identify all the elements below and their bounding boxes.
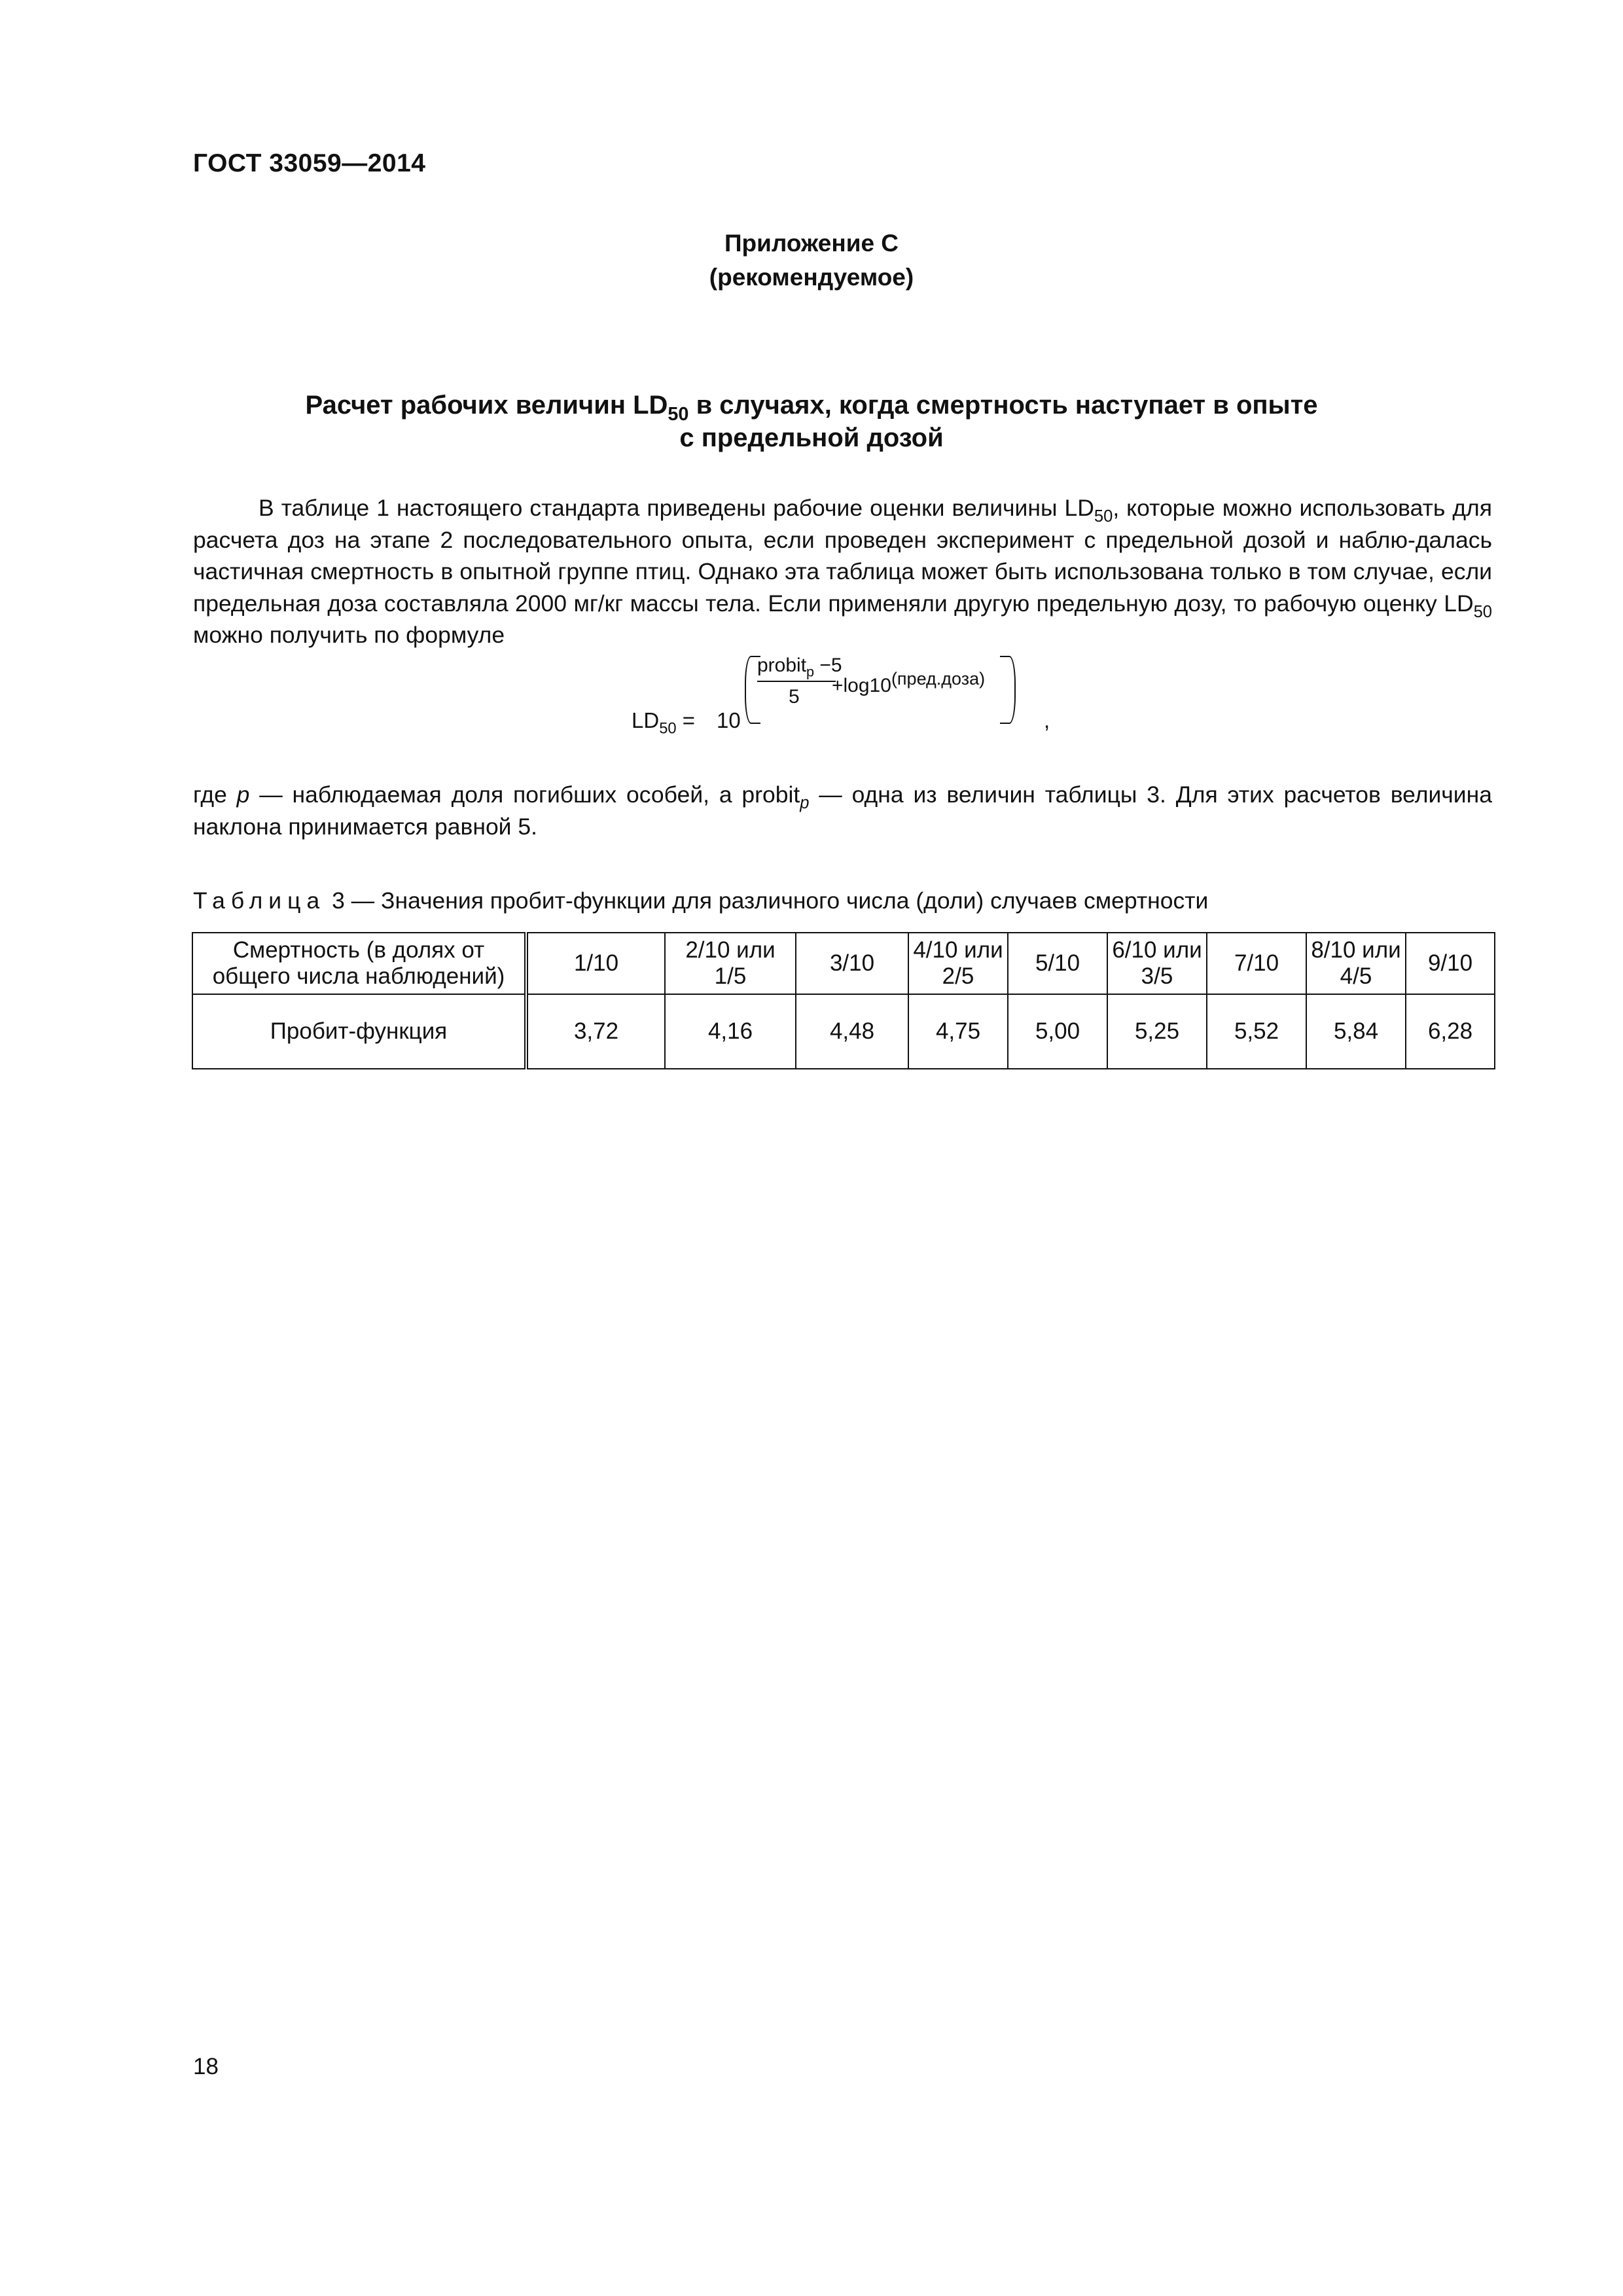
paragraph-subscript-2: 50 [1473, 602, 1492, 621]
table-cell: 5,25 [1107, 994, 1207, 1069]
annex-heading [0, 226, 1623, 295]
section-title [0, 389, 1623, 454]
table-row-header: Пробит-функция [192, 994, 526, 1069]
paragraph-subscript: 50 [1094, 507, 1113, 526]
table-cell: 5,00 [1008, 994, 1107, 1069]
table-cell: 4/10 или 2/5 [908, 933, 1008, 994]
page-number: 18 [193, 2054, 219, 2079]
table-cell: 7/10 [1207, 933, 1306, 994]
section-title-line2: с предельной дозой [679, 423, 944, 452]
annex-status: (рекомендуемое) [709, 264, 914, 291]
ld50-formula [632, 648, 1090, 753]
table-cell: 6/10 или 3/5 [1107, 933, 1207, 994]
table-caption-text: 3 — Значения пробит-функции для различного числа (доли) случаев смертности [325, 888, 1209, 914]
table-cell: 5/10 [1008, 933, 1107, 994]
formula-log-term [832, 669, 985, 697]
formula-numerator-text: probit [757, 655, 807, 676]
table-cell: 3,72 [526, 994, 665, 1069]
table-cell: 4,48 [796, 994, 908, 1069]
section-title-line1 [0, 389, 1623, 425]
table-row-header: Смертность (в долях от общего числа наблюдений) [192, 933, 526, 994]
document-header: ГОСТ 33059—2014 [193, 149, 426, 177]
formula-fraction-line [757, 681, 836, 682]
formula-base: 10 [717, 708, 741, 732]
table-caption [193, 888, 1208, 914]
paragraph-variable: p [236, 781, 250, 808]
table-row [192, 933, 1495, 994]
formula-log-argument: (пред.доза) [891, 669, 986, 689]
paragraph-text-2: — наблюдаемая доля погибших особей, а probit [249, 781, 800, 808]
table-cell: 1/10 [526, 933, 665, 994]
table-cell: 4,75 [908, 994, 1008, 1069]
formula-lhs-text: LD [632, 708, 660, 732]
formula-lhs [632, 708, 696, 738]
formula-numerator [757, 655, 842, 680]
paragraph-text-3: — одна из величин таблицы 3. Для этих расчетов величина наклона принимается равной 5. [193, 781, 1492, 840]
paragraph-text: В таблице 1 настоящего стандарта приведены рабочие оценки величины LD [259, 495, 1094, 521]
formula-numerator-subscript: p [806, 663, 815, 680]
table-cell: 5,52 [1207, 994, 1306, 1069]
table-cell: 9/10 [1406, 933, 1495, 994]
paragraph-explanation [193, 779, 1492, 842]
formula-numerator-tail: −5 [814, 655, 842, 676]
table-cell: 8/10 или 4/5 [1306, 933, 1406, 994]
formula-log-text: +log10 [832, 675, 891, 696]
formula-right-paren [1000, 656, 1016, 724]
annex-title: Приложение С [724, 230, 899, 257]
table-row [192, 994, 1495, 1069]
formula-equals: = [676, 708, 696, 732]
table-caption-word: Таблица [193, 888, 326, 914]
section-title-subscript: 50 [668, 404, 689, 425]
formula-comma: , [1044, 708, 1050, 732]
table-cell: 6,28 [1406, 994, 1495, 1069]
table-cell: 2/10 или 1/5 [665, 933, 796, 994]
probit-table [192, 932, 1495, 1069]
formula-lhs-subscript: 50 [659, 719, 677, 738]
formula-denominator: 5 [789, 686, 800, 708]
table-cell: 5,84 [1306, 994, 1406, 1069]
paragraph-intro [193, 492, 1492, 651]
section-title-text-2: в случаях, когда смертность наступает в опыте [688, 391, 1318, 420]
table-cell: 4,16 [665, 994, 796, 1069]
table-cell: 3/10 [796, 933, 908, 994]
section-title-text: Расчет рабочих величин LD [305, 391, 668, 420]
paragraph-subscript: p [800, 793, 810, 812]
paragraph-text: где [193, 781, 237, 808]
paragraph-text-3: можно получить по формуле [193, 622, 505, 648]
paragraph-text-2: , которые можно использовать для расчета доз на этапе 2 последовательного опыта, если проведен эксперимент с предельной дозой и наблю-далась частичная смертность в опытной группе птиц. Однако эта таблица может быть использована только в том случае, если предельная доза составляла 2000 мг/кг массы тела. Если применяли другую предельную дозу, то рабочую оценку LD [193, 495, 1492, 617]
